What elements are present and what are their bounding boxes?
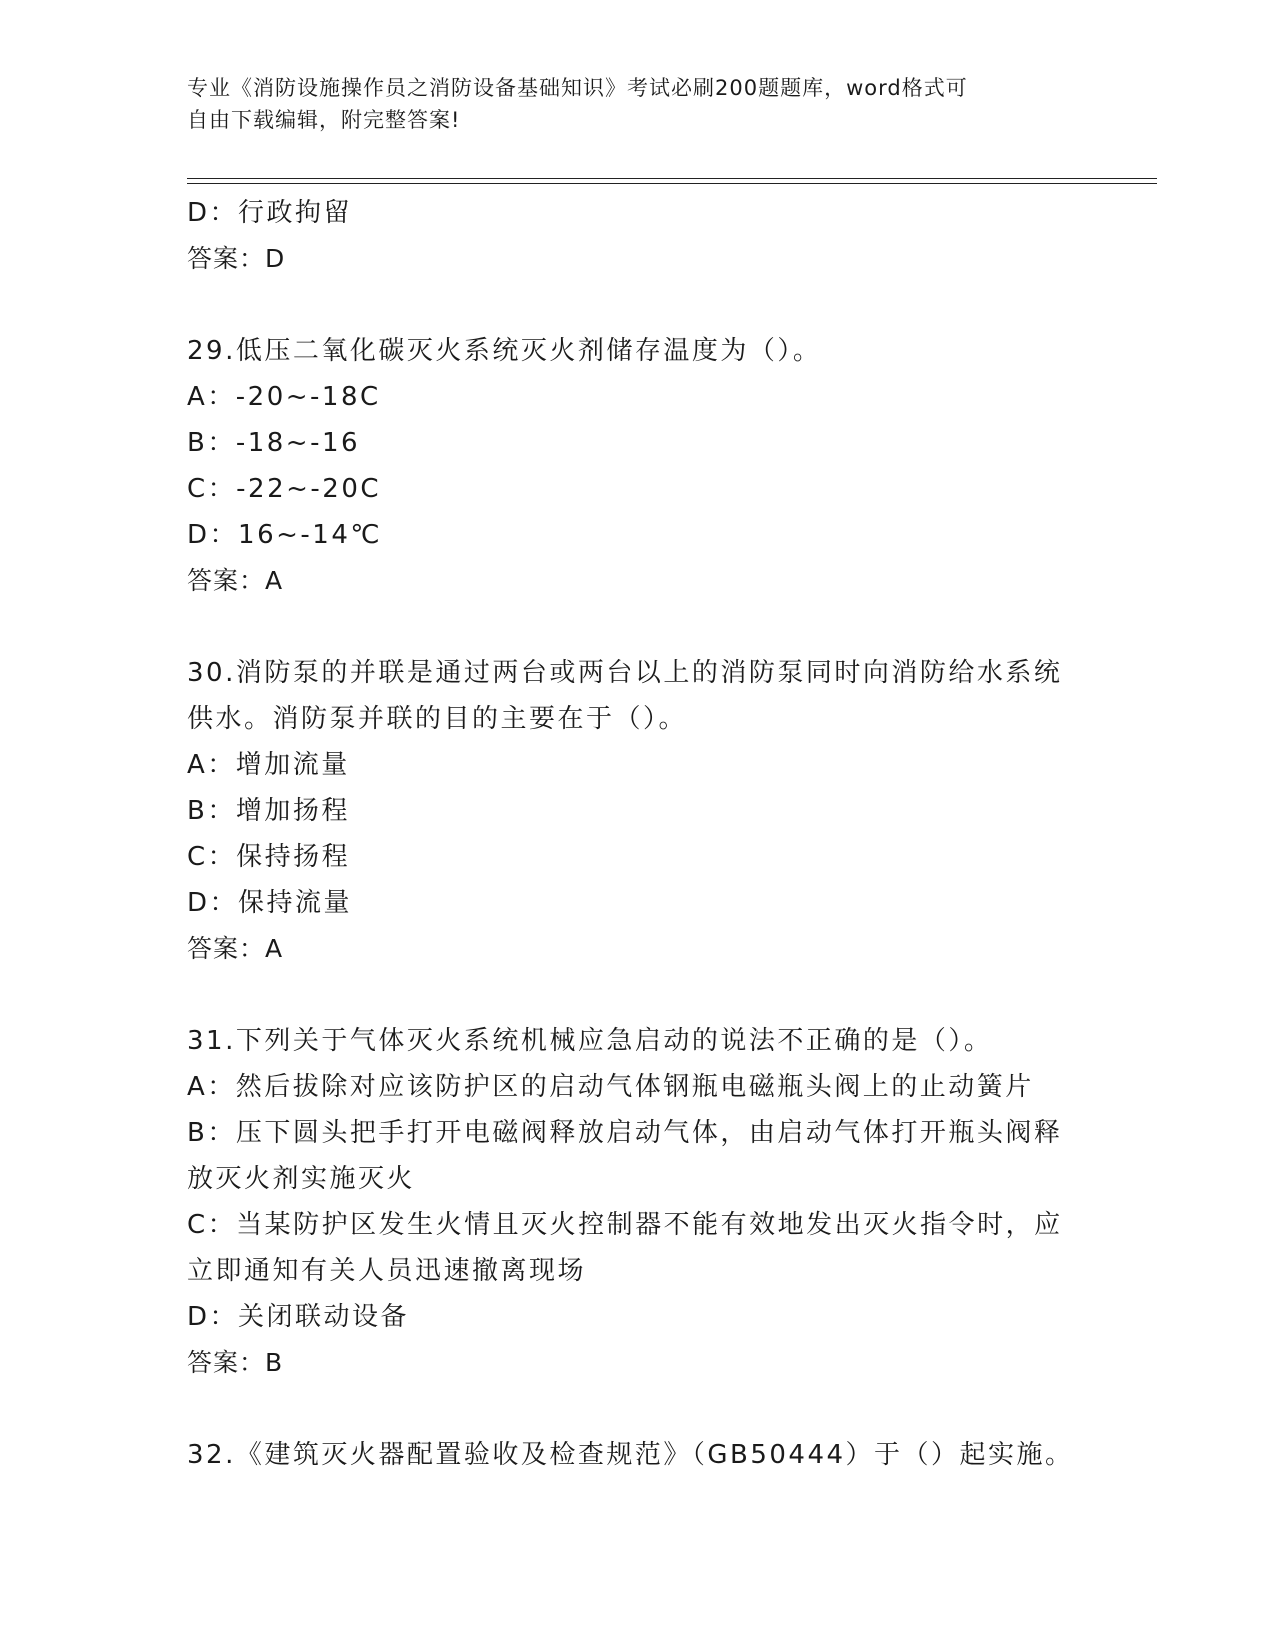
question-29 — [187, 328, 1077, 604]
option-c-line-1: C：当某防护区发生火情且灭火控制器不能有效地发出灭火指令时，应 — [187, 1210, 1063, 1240]
previous-question-tail — [187, 190, 1077, 282]
header-rule-bottom — [187, 183, 1157, 184]
answer-line: 答案：A — [187, 566, 284, 595]
header-line-1: 专业《消防设施操作员之消防设备基础知识》考试必刷200题题库，word格式可 — [187, 76, 968, 100]
option-b-line-1: B：压下圆头把手打开电磁阀释放启动气体，由启动气体打开瓶头阀释 — [187, 1118, 1063, 1148]
question-stem: 32.《建筑灭火器配置验收及检查规范》（GB50444）于（）起实施。 — [187, 1440, 1074, 1470]
document-header — [187, 72, 1087, 136]
option-b: B：-18~-16 — [187, 428, 361, 458]
answer-line: 答案：A — [187, 934, 284, 963]
option-d: D：行政拘留 — [187, 198, 353, 228]
spacer — [187, 282, 1077, 328]
option-a: A：然后拔除对应该防护区的启动气体钢瓶电磁瓶头阀上的止动簧片 — [187, 1072, 1034, 1102]
header-rule-top — [187, 178, 1157, 179]
question-31 — [187, 1018, 1077, 1386]
option-d: D：保持流量 — [187, 888, 353, 918]
spacer — [187, 604, 1077, 650]
header-line-2: 自由下载编辑，附完整答案! — [187, 108, 461, 132]
answer-line: 答案：B — [187, 1348, 284, 1377]
question-stem: 29.低压二氧化碳灭火系统灭火剂储存温度为（）。 — [187, 336, 822, 366]
option-d: D：关闭联动设备 — [187, 1302, 410, 1332]
question-32 — [187, 1432, 1077, 1478]
option-c: C：-22~-20C — [187, 474, 382, 504]
spacer — [187, 972, 1077, 1018]
option-a: A：-20~-18C — [187, 382, 381, 412]
option-c-line-2: 立即通知有关人员迅速撤离现场 — [187, 1256, 587, 1286]
option-b: B：增加扬程 — [187, 796, 350, 826]
option-b-line-2: 放灭火剂实施灭火 — [187, 1164, 416, 1194]
spacer — [187, 1386, 1077, 1432]
question-stem-line-1: 30.消防泵的并联是通过两台或两台以上的消防泵同时向消防给水系统 — [187, 658, 1063, 688]
option-a: A：增加流量 — [187, 750, 350, 780]
question-list — [187, 190, 1077, 1478]
option-d: D：16~-14℃ — [187, 520, 383, 550]
answer-line: 答案：D — [187, 244, 286, 273]
question-30 — [187, 650, 1077, 972]
question-stem: 31.下列关于气体灭火系统机械应急启动的说法不正确的是（）。 — [187, 1026, 993, 1056]
question-stem-line-2: 供水。消防泵并联的目的主要在于（）。 — [187, 704, 688, 734]
option-c: C：保持扬程 — [187, 842, 351, 872]
